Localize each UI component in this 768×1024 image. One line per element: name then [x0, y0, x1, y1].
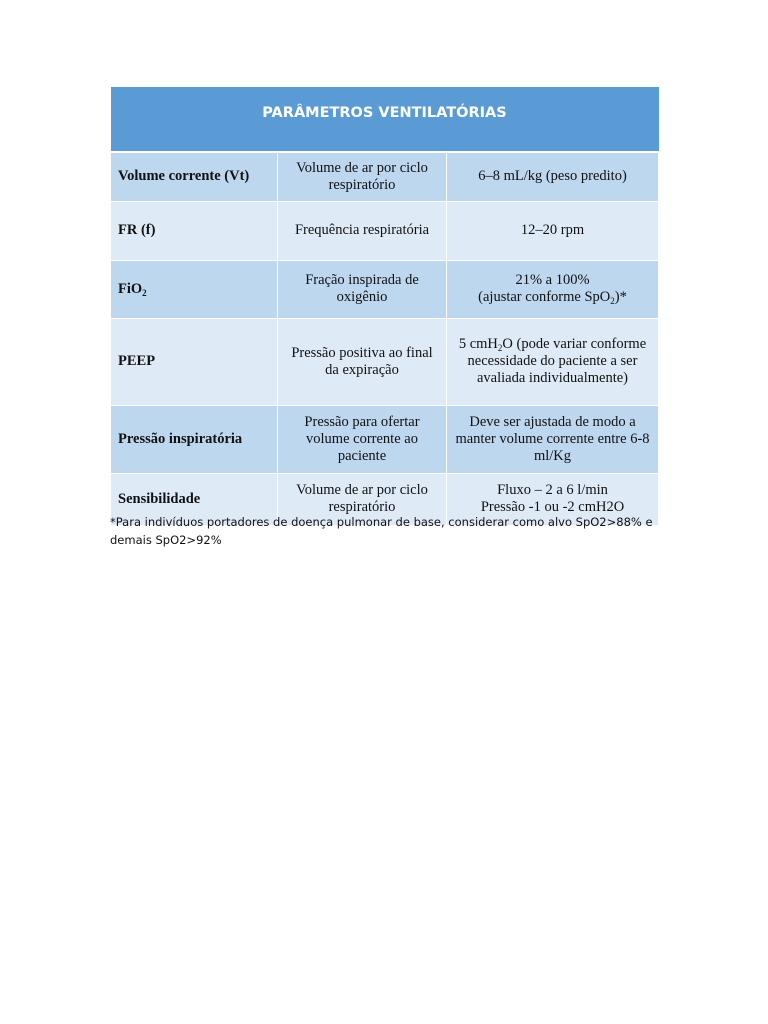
table-row — [111, 260, 659, 318]
parameter-description: Pressão positiva ao final da expiração — [278, 318, 447, 405]
table-row — [111, 201, 659, 260]
parameter-name: FR (f) — [111, 201, 278, 260]
parameter-name: Sensibilidade — [111, 473, 278, 525]
parameter-value: Fluxo – 2 a 6 l/min Pressão -1 ou -2 cmH2O — [447, 473, 659, 525]
ventilatory-parameters-table — [110, 87, 659, 526]
footnote: *Para indivíduos portadores de doença pulmonar de base, considerar como alvo SpO2>88% e demais SpO2>92% — [110, 515, 653, 547]
table-row — [111, 152, 659, 201]
parameter-description: Pressão para ofertar volume corrente ao paciente — [278, 405, 447, 473]
parameter-name: FiO$_2$ — [111, 260, 278, 318]
parameter-description: Volume de ar por ciclo respiratório — [278, 152, 447, 201]
parameter-value: 21% a 100% (ajustar conforme SpO$_2$)* — [447, 260, 659, 318]
parameter-description: Fração inspirada de oxigênio — [278, 260, 447, 318]
parameter-name: Volume corrente (Vt) — [111, 152, 278, 201]
parameter-description: Volume de ar por ciclo respiratório — [278, 473, 447, 525]
parameter-value: Deve ser ajustada de modo a manter volume corrente entre 6-8 ml/Kg — [447, 405, 659, 473]
table-row — [111, 405, 659, 473]
parameter-value: 6–8 mL/kg (peso predito) — [447, 152, 659, 201]
parameter-value: 5 cmH$_2$O (pode variar conforme necessidade do paciente a ser avaliada individualmente) — [447, 318, 659, 405]
parameter-description: Frequência respiratória — [278, 201, 447, 260]
parameter-name: Pressão inspiratória — [111, 405, 278, 473]
table-title: PARÂMETROS VENTILATÓRIAS — [111, 87, 659, 152]
parameter-value: 12–20 rpm — [447, 201, 659, 260]
parameter-name: PEEP — [111, 318, 278, 405]
table-row — [111, 318, 659, 405]
